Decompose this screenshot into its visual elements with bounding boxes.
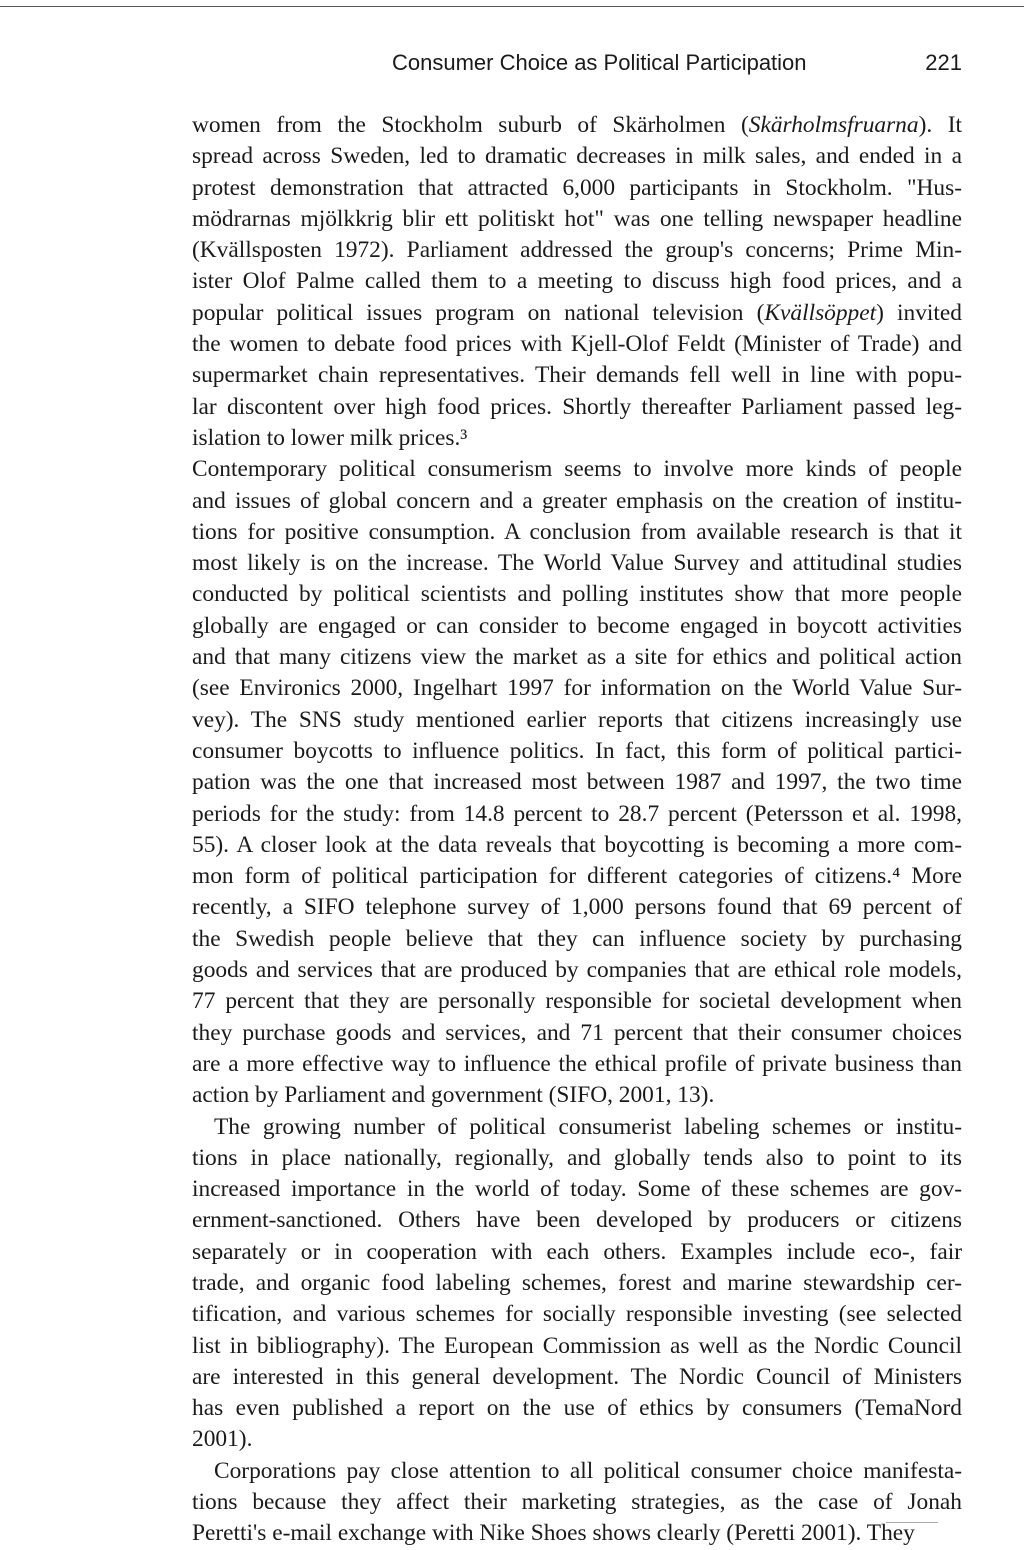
text-line: spread across Sweden, led to dramatic decreases in milk sales, and ended in a xyxy=(192,143,962,170)
text-line: ister Olof Palme called them to a meeting to discuss high food prices, and a xyxy=(192,268,962,295)
text-line: Peretti's e-mail exchange with Nike Shoes shows clearly (Peretti 2001). They xyxy=(192,1520,915,1547)
top-rule xyxy=(0,6,1024,7)
text-line: trade, and organic food labeling schemes, forest and marine stewardship cer- xyxy=(192,1269,962,1296)
text-line: Corporations pay close attention to all political consumer choice manifesta- xyxy=(214,1457,962,1484)
text-line: tions for positive consumption. A conclusion from available research is that it xyxy=(192,518,962,545)
text-line: 2001). xyxy=(192,1426,253,1453)
text-line: islation to lower milk prices.³ xyxy=(192,424,468,451)
text-line: Contemporary political consumerism seems to involve more kinds of people xyxy=(192,456,962,483)
text-line: most likely is on the increase. The World Value Survey and attitudinal studies xyxy=(192,550,962,577)
text-line: consumer boycotts to influence politics. In fact, this form of political partici- xyxy=(192,737,962,764)
text-line: protest demonstration that attracted 6,000 participants in Stockholm. "Hus- xyxy=(192,174,962,201)
paragraph xyxy=(192,1112,962,1456)
text-line: the women to debate food prices with Kjell-Olof Feldt (Minister of Trade) and xyxy=(192,331,962,358)
italic-title: Kvällsöppet xyxy=(764,299,877,326)
paragraph xyxy=(192,1456,962,1550)
text-line: lar discontent over high food prices. Shortly thereafter Parliament passed leg- xyxy=(192,393,962,420)
paragraph xyxy=(192,110,962,454)
text-line: ernment-sanctioned. Others have been developed by producers or citizens xyxy=(192,1207,962,1234)
text-line: separately or in cooperation with each others. Examples include eco-, fair xyxy=(192,1238,962,1265)
text-line: the Swedish people believe that they can influence society by purchasing xyxy=(192,925,962,952)
text-line: tions because they affect their marketing strategies, as the case of Jonah xyxy=(192,1489,962,1516)
text-line: action by Parliament and government (SIFO, 2001, 13). xyxy=(192,1082,715,1109)
text-line: has even published a report on the use of ethics by consumers (TemaNord xyxy=(192,1395,962,1422)
body-text xyxy=(192,110,962,1550)
text-line: and that many citizens view the market as a site for ethics and political action xyxy=(192,644,962,671)
text-line: tions in place nationally, regionally, and globally tends also to point to its xyxy=(192,1144,962,1171)
text-line: (Kvällsposten 1972). Parliament addressed the group's concerns; Prime Min- xyxy=(192,237,962,264)
text-line: they purchase goods and services, and 71 percent that their consumer choices xyxy=(192,1019,962,1046)
text-line: conducted by political scientists and polling institutes show that more people xyxy=(192,581,962,608)
text-line: are interested in this general development. The Nordic Council of Ministers xyxy=(192,1363,962,1390)
text-line: recently, a SIFO telephone survey of 1,000 persons found that 69 percent of xyxy=(192,894,962,921)
text-line: tification, and various schemes for socially responsible investing (see selected xyxy=(192,1301,962,1328)
text-line: 77 percent that they are personally responsible for societal development when xyxy=(192,988,962,1015)
text-line: supermarket chain representatives. Their demands fell well in line with popu- xyxy=(192,362,962,389)
text-line: goods and services that are produced by companies that are ethical role models, xyxy=(192,957,962,984)
text-line: are a more effective way to influence the ethical profile of private business than xyxy=(192,1050,962,1077)
text-line: women from the Stockholm suburb of Skärholmen (Skärholmsfruarna). It xyxy=(192,112,962,138)
text-line: pation was the one that increased most between 1987 and 1997, the two time xyxy=(192,769,962,796)
text-line: and issues of global concern and a greater emphasis on the creation of institu- xyxy=(192,487,962,514)
page-number: 221 xyxy=(925,50,962,75)
text-line: mödrarnas mjölkkrig blir ett politiskt hot" was one telling newspaper headline xyxy=(192,205,962,232)
running-head-title: Consumer Choice as Political Participation xyxy=(392,50,807,75)
text-line: popular political issues program on national television (Kvällsöppet) invited xyxy=(192,299,962,326)
text-line: vey). The SNS study mentioned earlier reports that citizens increasingly use xyxy=(192,706,962,733)
text-line: increased importance in the world of today. Some of these schemes are gov- xyxy=(192,1176,962,1203)
italic-title: Skärholmsfruarna xyxy=(748,112,919,138)
text-line: list in bibliography). The European Commission as well as the Nordic Council xyxy=(192,1332,962,1359)
paragraph xyxy=(192,454,962,1111)
bottom-rule xyxy=(886,1522,938,1523)
text-line: 55). A closer look at the data reveals that boycotting is becoming a more com- xyxy=(192,831,962,858)
text-line: globally are engaged or can consider to become engaged in boycott activities xyxy=(192,612,962,639)
running-head xyxy=(192,48,962,78)
text-line: The growing number of political consumerist labeling schemes or institu- xyxy=(214,1113,962,1140)
text-line: mon form of political participation for different categories of citizens.⁴ More xyxy=(192,863,962,890)
text-line: periods for the study: from 14.8 percent to 28.7 percent (Petersson et al. 1998, xyxy=(192,800,962,827)
text-line: (see Environics 2000, Ingelhart 1997 for information on the World Value Sur- xyxy=(192,675,962,702)
